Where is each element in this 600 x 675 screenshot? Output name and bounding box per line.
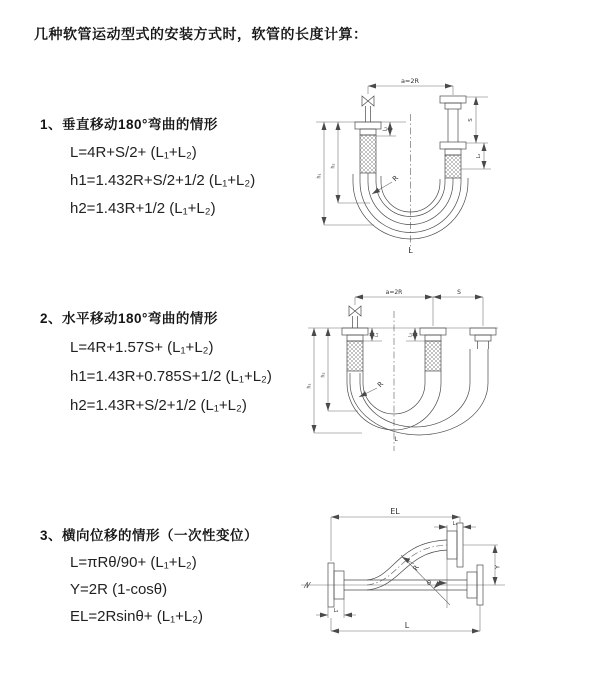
section-2-formula-h1: h1=1.43R+0.785S+1/2 (L₁+L₂) — [70, 368, 272, 385]
section-1-formula-L: L=4R+S/2+ (L₁+L₂) — [70, 144, 197, 161]
dim-a-2r — [355, 289, 433, 326]
section-1-formula-h2: h2=1.43R+1/2 (L₁+L₂) — [70, 200, 216, 217]
radius-construction — [401, 527, 450, 608]
dim-l-label: L — [404, 621, 410, 630]
valve-icon — [349, 306, 361, 328]
dim-s-label: S — [468, 118, 474, 122]
dim-s — [433, 289, 483, 326]
dim-l2 — [461, 143, 491, 169]
dim-l2-label: L₂ — [333, 608, 339, 614]
section-2-formula-L: L=4R+1.57S+ (L₁+L₂) — [70, 339, 214, 356]
dim-h1-label: h₁ — [306, 383, 313, 389]
diagram-vertical-180-bend — [308, 70, 508, 260]
section-1 — [40, 113, 255, 217]
dim-l1-label: L₁ — [382, 126, 389, 132]
dim-h2-label: h₂ — [320, 372, 327, 378]
section-2-heading: 2、水平移动180°弯曲的情形 — [40, 311, 218, 326]
dim-a-2r — [368, 77, 453, 95]
dim-el-label: EL — [390, 507, 400, 516]
middle-hose-end-fitting — [420, 328, 446, 371]
right-hose-end-fitting — [440, 96, 466, 178]
left-hose-end-fitting — [355, 122, 381, 173]
length-label: L — [408, 246, 413, 255]
dim-h1-label: h₁ — [316, 173, 323, 179]
dim-s — [466, 97, 488, 143]
section-1-formula-h1: h1=1.432R+S/2+1/2 (L₁+L₂) — [70, 172, 256, 189]
right-hose-end-fitting — [470, 328, 496, 349]
dim-y-label: Y — [493, 565, 502, 569]
dim-l2-label: L₂ — [408, 332, 414, 338]
dim-l2 — [316, 599, 356, 618]
page-title: 几种软管运动型式的安装方式时，软管的长度计算： — [34, 26, 368, 42]
section-2-formula-h2: h2=1.43R+S/2+1/2 (L₁+L₂) — [70, 397, 247, 414]
dim-a-2r-label: a=2R — [400, 77, 420, 85]
length-label: L — [394, 436, 398, 443]
dim-l2 — [406, 328, 425, 341]
section-3-formula-L: L=πRθ/90+ (L₁+L₂) — [70, 554, 197, 571]
dim-h2-label: h₂ — [330, 163, 337, 169]
diagram-lateral-displacement — [295, 505, 530, 650]
dim-a-2r-label: a=2R — [385, 289, 403, 296]
dim-l1 — [434, 521, 476, 531]
dim-theta-label: θ — [427, 579, 431, 587]
dim-l2-label: L₂ — [476, 153, 482, 159]
radius-label: R — [411, 563, 421, 573]
right-flange-displaced — [447, 523, 463, 567]
hose-u-curves-position2 — [350, 349, 488, 435]
displaced-hose-curve — [367, 540, 447, 590]
valve-icon — [362, 96, 374, 122]
diagram-horizontal-180-bend — [302, 283, 507, 461]
displaced-hose-centerline — [367, 545, 447, 585]
dim-l1-label: L₁ — [375, 332, 380, 338]
radius-label: R — [376, 380, 386, 390]
section-3 — [40, 524, 258, 625]
dim-l1-label: L₁ — [452, 521, 458, 527]
dim-s-label: S — [457, 289, 461, 296]
radius-label: R — [391, 174, 401, 184]
dim-l — [331, 605, 480, 631]
section-2 — [40, 307, 272, 414]
left-hose-end-fitting — [342, 328, 368, 371]
dim-el — [331, 507, 460, 561]
dim-l1 — [363, 328, 382, 341]
section-3-formula-Y: Y=2R (1-cosθ) — [70, 581, 168, 598]
section-3-formula-EL: EL=2Rsinθ+ (L₁+L₂) — [70, 608, 204, 625]
section-3-heading: 3、横向位移的情形（一次性变位） — [40, 528, 259, 543]
section-1-heading: 1、垂直移动180°弯曲的情形 — [40, 117, 218, 132]
